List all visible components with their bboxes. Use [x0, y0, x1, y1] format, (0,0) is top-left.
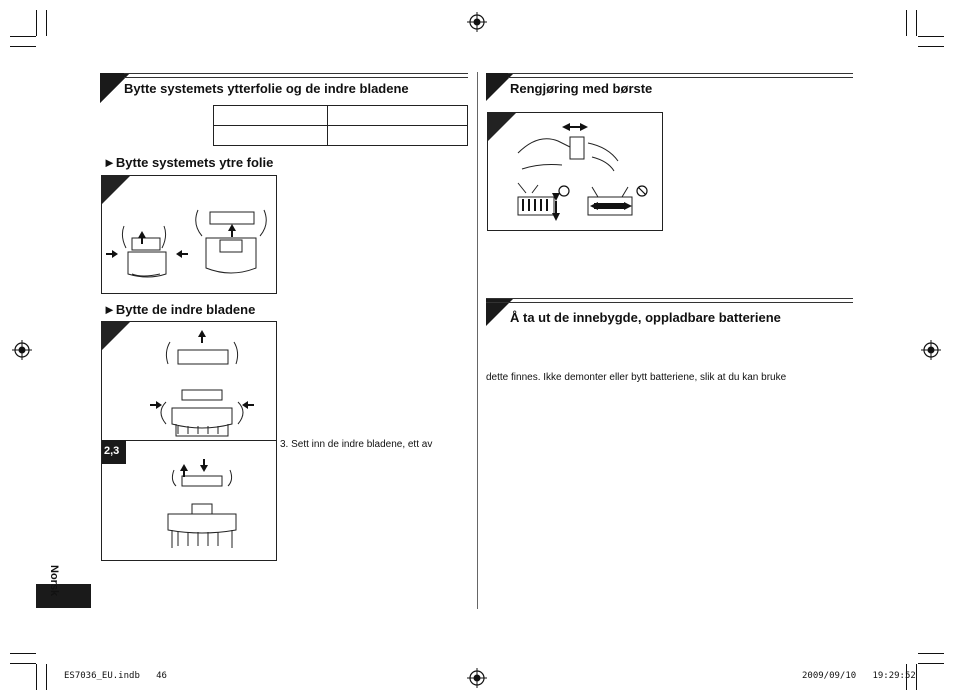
allowed-circle-icon	[558, 185, 570, 197]
crop-mark	[10, 36, 36, 37]
crop-mark	[46, 664, 47, 690]
step-label: 2,3	[104, 445, 120, 457]
crop-mark	[36, 10, 37, 36]
crop-mark	[918, 46, 944, 47]
section-title: Rengjøring med børste	[510, 81, 653, 96]
subheading-inner-blades: ►Bytte de indre bladene	[103, 302, 256, 317]
crop-mark	[10, 663, 36, 664]
registration-mark-icon	[467, 668, 487, 688]
footer-timestamp: 2009/09/10 19:29:52	[802, 671, 916, 681]
illustration-outer-foil	[101, 175, 277, 294]
parts-table	[213, 105, 468, 146]
crop-mark	[916, 664, 917, 690]
crop-mark	[916, 10, 917, 36]
inner-blade-drawing	[102, 322, 276, 560]
table-row	[214, 106, 468, 126]
registration-mark-icon	[12, 340, 32, 360]
crop-mark	[46, 10, 47, 36]
section-header-left	[100, 73, 468, 103]
crop-mark	[918, 653, 944, 654]
prohibited-icon	[636, 185, 648, 197]
step3-text: 3. Sett inn de indre bladene, ett av	[280, 439, 433, 450]
subheading-outer-foil: ►Bytte systemets ytre folie	[103, 155, 274, 170]
shaver-foil-drawing	[102, 176, 276, 293]
crop-mark	[906, 10, 907, 36]
battery-body-text: dette finnes. Ikke demonter eller bytt batteriene, slik at du kan bruke	[486, 372, 787, 383]
crop-mark	[918, 663, 944, 664]
section-header-battery	[486, 298, 853, 328]
illustration-brush-cleaning	[487, 112, 663, 231]
arrow-right-icon: ►	[103, 302, 116, 317]
registration-mark-icon	[467, 12, 487, 32]
brush-drawing	[488, 113, 662, 230]
table-row	[214, 126, 468, 146]
crop-mark	[36, 664, 37, 690]
crop-mark	[918, 36, 944, 37]
crop-mark	[10, 46, 36, 47]
crop-mark	[10, 653, 36, 654]
arrow-right-icon: ►	[103, 155, 116, 170]
registration-mark-icon	[921, 340, 941, 360]
section-title: Bytte systemets ytterfolie og de indre bladene	[124, 81, 409, 96]
section-title: Å ta ut de innebygde, oppladbare batteriene	[510, 310, 781, 325]
section-header-brush	[486, 73, 853, 103]
footer-file: ES7036_EU.indb 46	[64, 671, 167, 681]
language-tab-label: Norsk	[48, 565, 60, 597]
illustration-inner-blades	[101, 321, 277, 561]
column-divider	[477, 72, 478, 609]
language-tab	[36, 584, 91, 608]
